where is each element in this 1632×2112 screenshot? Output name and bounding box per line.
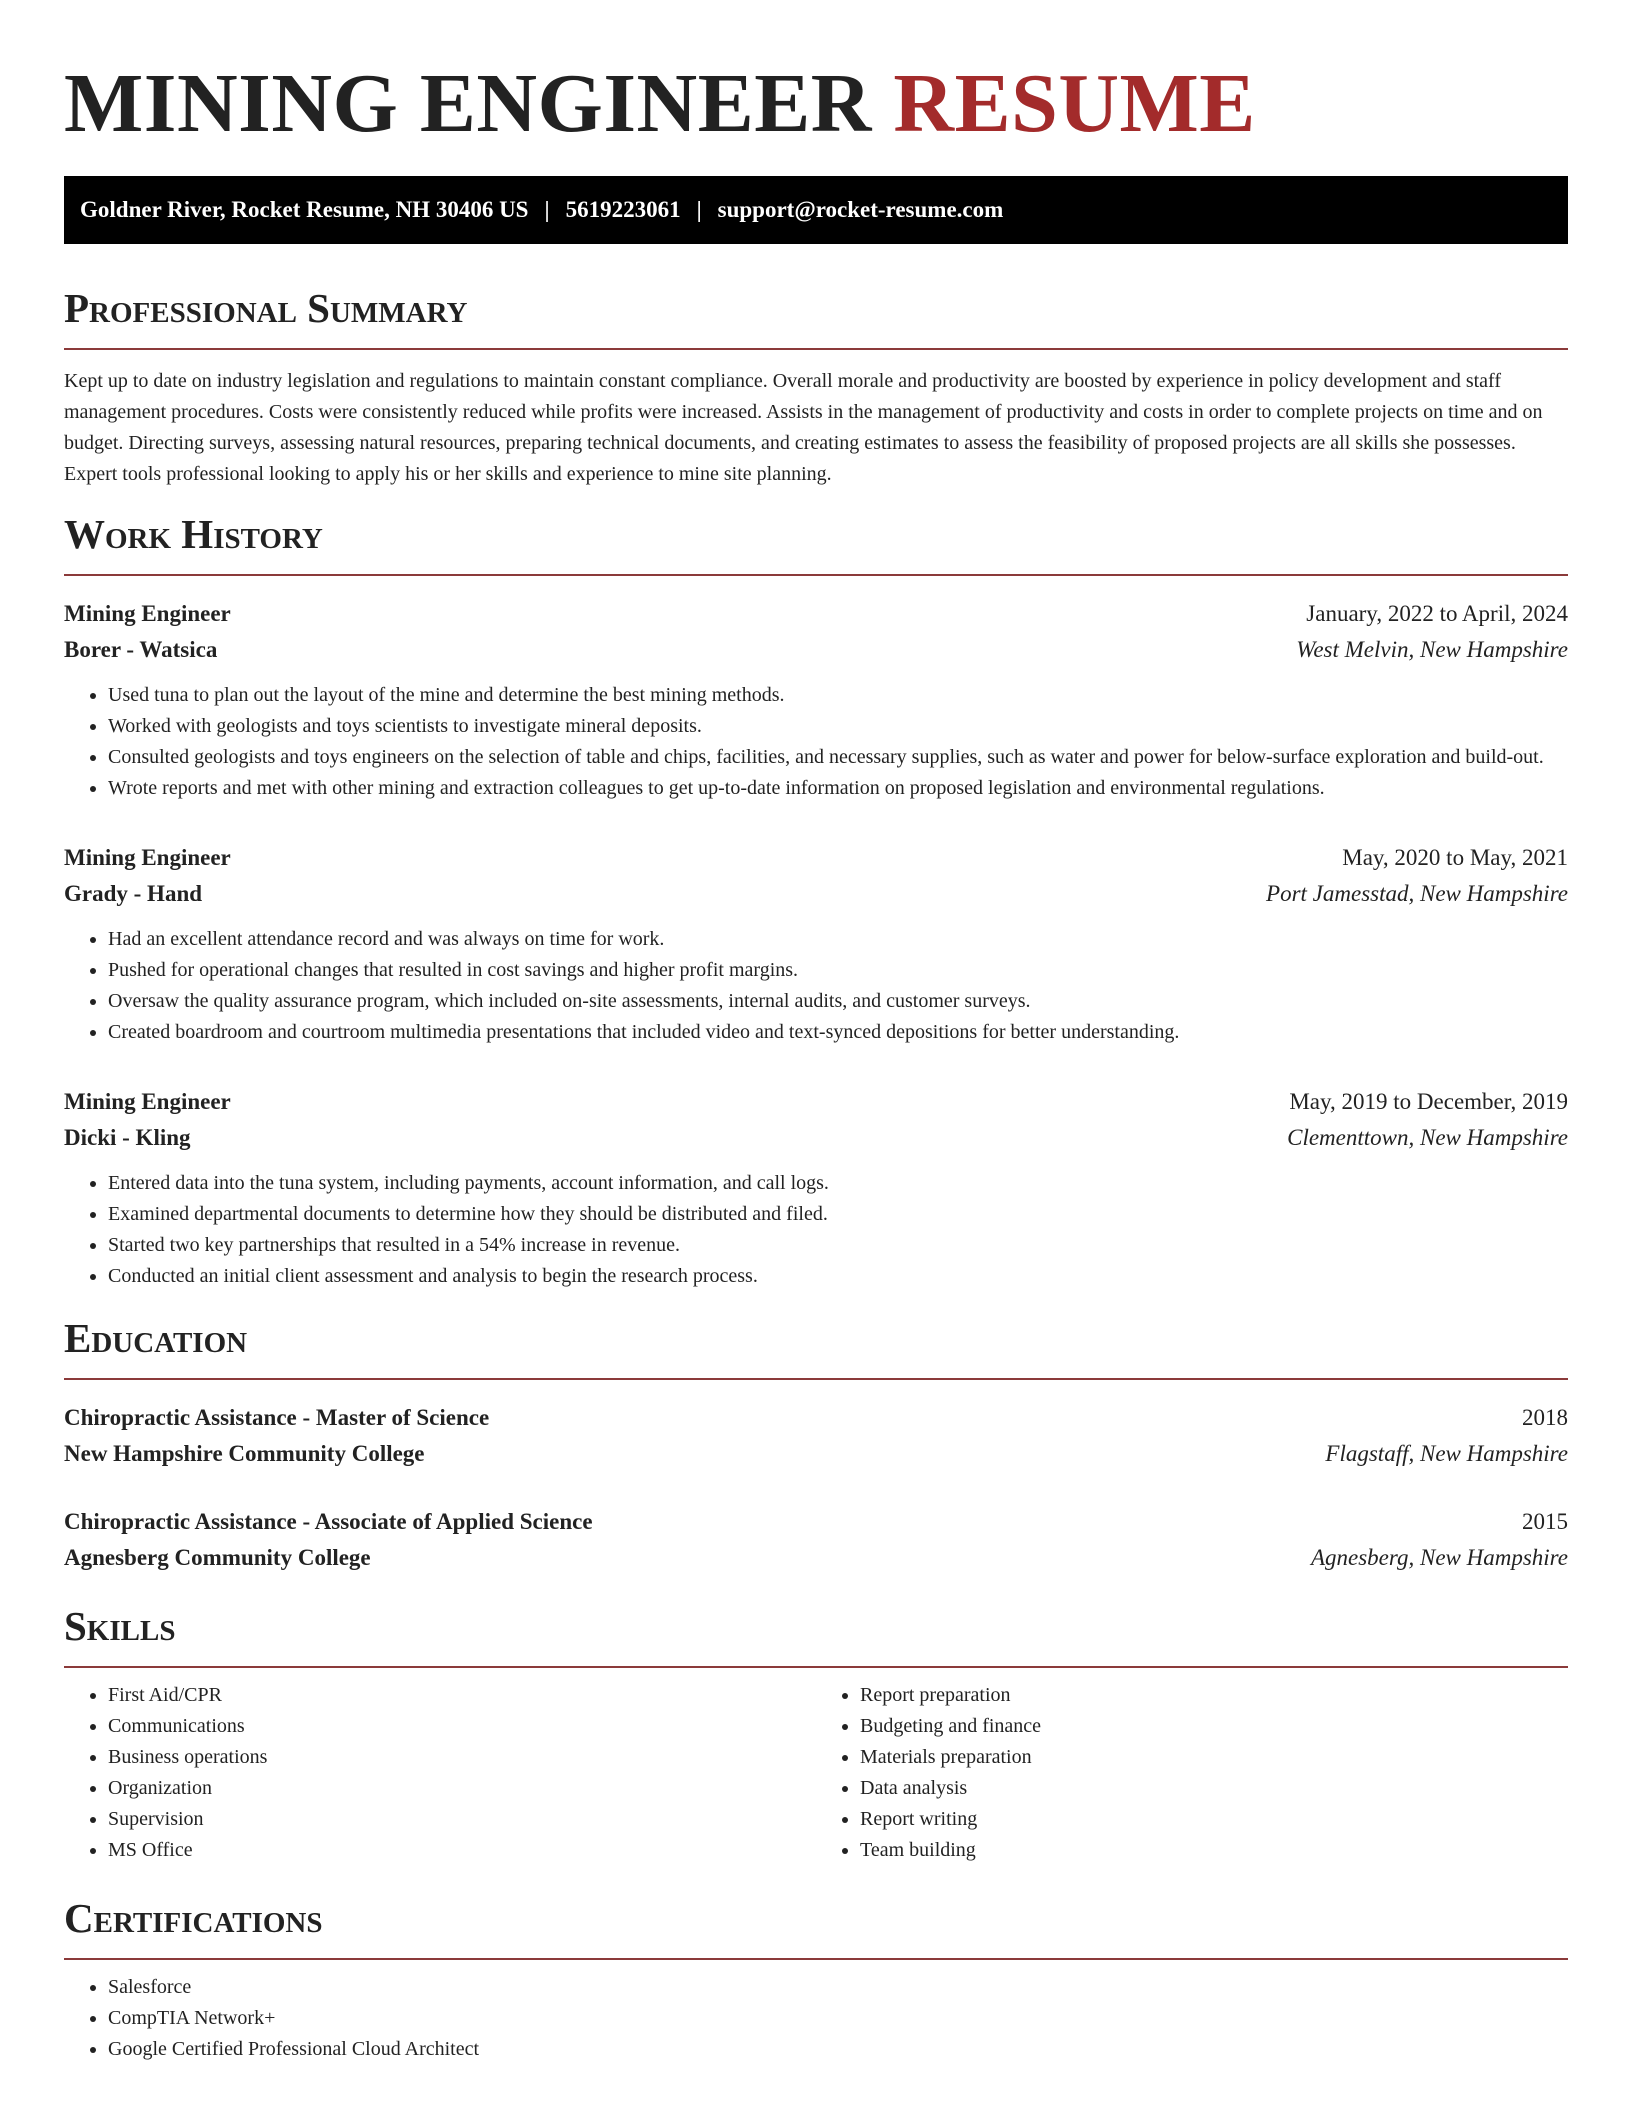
skills-heading: Skills [64,1602,1568,1668]
job-location: Port Jamesstad, New Hampshire [1266,881,1568,906]
education-school-row [64,1540,1568,1576]
job-bullets [64,1168,1568,1292]
contact-separator: | [696,197,702,222]
skill-item: • MS Office [108,1835,816,1866]
job-dates: May, 2019 to December, 2019 [1289,1089,1568,1114]
skill-item: • Report preparation [860,1680,1568,1711]
certification-item: • Google Certified Professional Cloud Architect [108,2034,1568,2065]
job-bullet: • Entered data into the tuna system, including payments, account information, and call logs. [108,1168,1568,1199]
job-company-row [64,1120,1568,1156]
education-degree-row [64,1504,1568,1540]
contact-email: support@rocket-resume.com [717,197,1004,222]
skill-item: • First Aid/CPR [108,1680,816,1711]
job-bullet: • Created boardroom and courtroom multimedia presentations that included video and text-synced depositions for better understanding. [108,1017,1568,1048]
job-title: Mining Engineer [64,845,231,870]
job-company-row [64,632,1568,668]
job-bullet: • Pushed for operational changes that resulted in cost savings and higher profit margins. [108,955,1568,986]
certification-item: • Salesforce [108,1972,1568,2003]
certification-item: • CompTIA Network+ [108,2003,1568,2034]
job-bullets [64,924,1568,1048]
skill-item: • Budgeting and finance [860,1711,1568,1742]
education-entry [64,1400,1568,1472]
job-company: Dicki - Kling [64,1125,191,1150]
skill-item: • Materials preparation [860,1742,1568,1773]
skills-list-left [64,1680,816,1866]
skill-item: • Business operations [108,1742,816,1773]
job-title: Mining Engineer [64,601,231,626]
job-bullet: • Worked with geologists and toys scientists to investigate mineral deposits. [108,711,1568,742]
title-accent: RESUME [893,57,1256,150]
job-title-row [64,1084,1568,1120]
skill-item: • Organization [108,1773,816,1804]
resume-page [64,0,1568,2065]
resume-title [64,52,1568,156]
education-school: Agnesberg Community College [64,1545,371,1570]
skill-item: • Report writing [860,1804,1568,1835]
contact-separator: | [544,197,550,222]
job-bullet: • Examined departmental documents to determine how they should be distributed and filed. [108,1199,1568,1230]
job-location: West Melvin, New Hampshire [1296,637,1568,662]
skill-item: • Supervision [108,1804,816,1835]
education-location: Flagstaff, New Hampshire [1325,1441,1568,1466]
job-bullet: • Wrote reports and met with other mining and extraction colleagues to get up-to-date information on proposed legislation and environmental regulations. [108,773,1568,804]
education-year: 2018 [1522,1405,1568,1430]
job-bullets [64,680,1568,804]
summary-text: Kept up to date on industry legislation and regulations to maintain constant compliance. Overall morale and productivity are boosted by experience in policy development and staff management procedures. Costs were consistently reduced while profits were increased. Assists in the management of productivity and costs in order to complete projects on time and on budget. Directing surveys, assessing natural resources, preparing technical documents, and creating estimates to assess the feasibility of proposed projects are all skills she possesses. Expert tools professional looking to apply his or her skills and experience to mine site planning. [64,370,1543,485]
skill-item: • Data analysis [860,1773,1568,1804]
job-title: Mining Engineer [64,1089,231,1114]
education-degree: Chiropractic Assistance - Associate of Applied Science [64,1509,593,1534]
skills-section [64,1602,1568,1866]
work-history-heading: Work History [64,510,1568,576]
education-school: New Hampshire Community College [64,1441,425,1466]
education-heading: Education [64,1314,1568,1380]
job-entry [64,840,1568,1048]
job-dates: January, 2022 to April, 2024 [1306,601,1568,626]
skill-item: • Communications [108,1711,816,1742]
job-bullet: • Used tuna to plan out the layout of the mine and determine the best mining methods. [108,680,1568,711]
contact-phone: 5619223061 [565,197,681,222]
job-title-row [64,840,1568,876]
job-entry [64,596,1568,804]
certifications-section [64,1894,1568,2065]
job-title-row [64,596,1568,632]
certifications-list [64,1972,1568,2065]
skills-list-right [816,1680,1568,1866]
education-location: Agnesberg, New Hampshire [1310,1545,1568,1570]
summary-heading: Professional Summary [64,284,1568,350]
job-bullet: • Conducted an initial client assessment and analysis to begin the research process. [108,1261,1568,1292]
job-location: Clementtown, New Hampshire [1287,1125,1568,1150]
education-year: 2015 [1522,1509,1568,1534]
education-degree: Chiropractic Assistance - Master of Science [64,1405,490,1430]
contact-bar [64,176,1568,244]
job-company-row [64,876,1568,912]
job-entry [64,1084,1568,1292]
skill-item: • Team building [860,1835,1568,1866]
education-degree-row [64,1400,1568,1436]
job-dates: May, 2020 to May, 2021 [1342,845,1568,870]
certifications-heading: Certifications [64,1894,1568,1960]
job-bullet: • Oversaw the quality assurance program, which included on-site assessments, internal audits, and customer surveys. [108,986,1568,1017]
job-bullet: • Consulted geologists and toys engineers on the selection of table and chips, facilities, and necessary supplies, such as water and power for below-surface exploration and build-out. [108,742,1568,773]
skills-columns [64,1680,1568,1866]
education-section [64,1314,1568,1576]
job-company: Grady - Hand [64,881,203,906]
job-bullet: • Started two key partnerships that resulted in a 54% increase in revenue. [108,1230,1568,1261]
summary-section [64,284,1568,490]
work-history-section [64,510,1568,1292]
contact-address: Goldner River, Rocket Resume, NH 30406 US [80,197,529,222]
job-company: Borer - Watsica [64,637,218,662]
education-entry [64,1504,1568,1576]
education-school-row [64,1436,1568,1472]
job-bullet: • Had an excellent attendance record and was always on time for work. [108,924,1568,955]
title-main: MINING ENGINEER [64,57,872,150]
